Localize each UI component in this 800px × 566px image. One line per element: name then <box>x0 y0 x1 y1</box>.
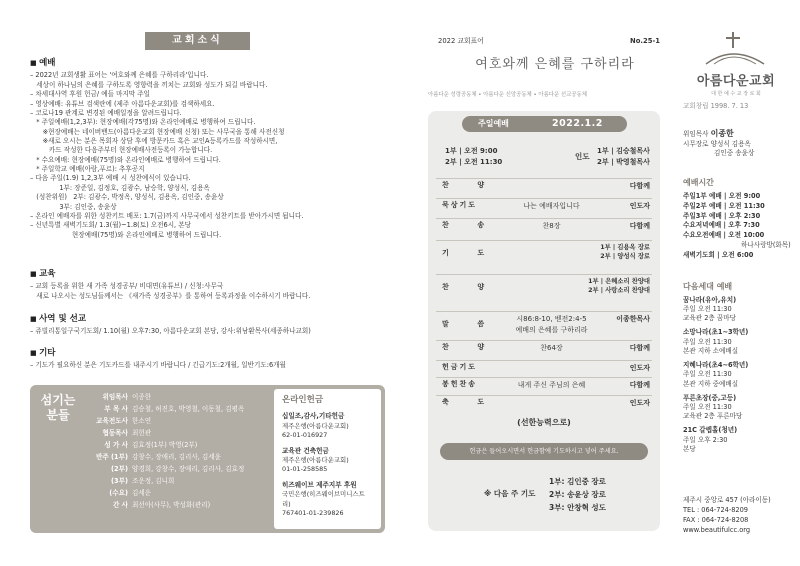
offering-group: 히즈웨이브 제주지부 후원 국민은행(히즈웨이브미니스트리) 767401-01-239826 <box>282 480 365 517</box>
section-body: – 2022년 교회생활 표어는 '여호와께 은혜를 구하리라'입니다. 세상이 하나님의 은혜를 구하도록 영향력을 끼치는 교회와 성도가 되길 바랍니다. – 차세대사역 후원 헌금/ 예들 마지막 주일 – 영상예배: 유튜브 검색란에 (제주 아름다운교회)를 검색하세요. – 코로나19 관계로 변경된 예배일정을 알려드립니다. * 주일예배(1,2,3부): 현장예배(각75명)와 온라인예배로 병행하여 드립니다. ※현장예배는 네이버밴드(아름다운교회 현장예배 신청) 또는 사무국을 통해 사전신청 ※새로 오시는 분은 목회자 상담 후에 방문카드 혹은 교인A등록카드를 작성하시면, 카드 작성한 다음주부터 현장예배사전등록이 가능합니다. * 수요예배: 현장예배(75명)와 온라인예배로 병행하여 드립니다. * 주일학교 예배(아람,푸르): 추후공지 – 다음 주일(1.9) 1,2,3부 예배 시 성찬예식이 있습니다. 1부: 장준일, 김정호, 김광수, 남승학, 양성식, 김용옥 (성찬위원) 2부: 김광수, 박정옥, 양성식, 김용옥, 김인중, 송윤상 3부: 김인중, 송윤상 – 온라인 예배자를 위한 성찬키트 배포: 1.7(금)까지 사무국에서 성찬키트를 받아가시면 됩니다. – 신년특별 새벽기도회/ 1.3(월)~1.8(토) 오전6시, 본당 현장예배(75명)와 온라인예배로 병행하여 드립니다. <box>30 71 304 239</box>
worship-times: 예배시간 주일1부 예배 | 오전 9:00 주일2부 예배 | 오전 11:30 주일3부 예배 | 오후 2:30 수요저녁예배 | 오후 7:30 수요오전예배 | 오전 10:00 하나사랑방(화목) 새벽기도회 | 오전 6:00 <box>683 178 793 261</box>
news-banner: 교회소식 <box>145 32 250 50</box>
motto-header <box>438 37 660 46</box>
staff-row: 성 가 사 김효정(1부) 박영(2부) <box>104 441 198 449</box>
next-prayer-label: ※ 다음 주 기도 <box>484 489 536 498</box>
next-gen-group: 21C 갈렙홀(청년) 주일 오후 2:30 본당 <box>683 426 738 453</box>
next-prayer-list: 1부: 김인중 장로 2부: 송윤상 장로 3부: 안창혁 성도 <box>549 477 606 512</box>
row-divider <box>436 198 652 199</box>
issue-number: No.25-1 <box>630 37 660 45</box>
section-body: – 기도가 필요하신 분은 기도카드를 내주시기 바랍니다 / 긴급기도:2개월, 일반기도:6개월 <box>30 361 286 370</box>
next-gen-title: 다음세대 예배 <box>683 282 733 291</box>
offering-notice: 헌금은 들어오시면서 헌금함에 기도하시고 넣어 주세요. <box>440 443 648 460</box>
serving-box <box>30 385 385 533</box>
section-etc <box>30 348 385 371</box>
staff-row: 교육전도사 한소연 <box>96 417 152 425</box>
serving-label: 섬기는 분들 <box>40 393 76 422</box>
row-divider <box>436 274 652 275</box>
online-offering <box>274 389 381 529</box>
row-divider <box>436 340 652 341</box>
row-divider <box>436 395 652 396</box>
lead-label: 인도 <box>575 152 590 161</box>
staff-row: 반주 (1부) 강창수, 장애리, 김리사, 김세윤 <box>95 453 222 461</box>
staff-row: (수요) 김세운 <box>109 489 152 497</box>
staff-row: 협동목사 최헌관 <box>102 429 152 437</box>
section-title: ■ 사역 및 선교 <box>30 314 385 325</box>
worship-label: 주일예배 <box>478 119 509 128</box>
motto-subline: 아름다운 성령공동체 • 아름다운 신앙공동체 • 아름다운 선교공동체 <box>428 92 587 98</box>
church-name: 아름다운교회 <box>696 74 776 90</box>
staff-row: 위임목사 이종한 <box>102 393 152 401</box>
section-title: ■ 기타 <box>30 348 385 359</box>
staff-list <box>80 391 270 511</box>
section-title: ■ 예배 <box>30 58 385 69</box>
worship-header <box>462 116 627 132</box>
church-denomination: 대 한 예 수 교 장 로 회 <box>711 90 761 97</box>
pastor-info: 위임목사 이종한 시무장로 양성식 김용옥 김인중 송윤상 <box>683 129 755 158</box>
staff-row: 부 목 사 김승철, 허진호, 박영철, 이동철, 김평옥 <box>104 405 245 413</box>
motto-label: 2022 교회표어 <box>438 37 484 45</box>
staff-row: 간 사 최선아(사무), 박성화(관리) <box>112 501 211 509</box>
next-gen-group: 지혜나라(초4~6학년) 주일 오전 11:30 본관 지하 중예배실 <box>683 361 749 388</box>
section-worship <box>30 58 385 240</box>
times-title: 예배시간 <box>683 178 714 187</box>
benediction-song: (선한능력으로) <box>517 418 571 427</box>
row-divider <box>436 311 652 312</box>
cross-logo-icon <box>686 30 786 70</box>
service-times: 1부 | 오전 9:00 2부 | 오전 11:30 <box>445 147 503 166</box>
offering-group: 교육관 건축헌금 제주은행(아름다운교회) 01-01-258585 <box>282 446 349 474</box>
contact-info: 제주시 중앙로 457 (아라이동) TEL : 064-724-8209 FAX : 064-724-8208 www.beautifulcc.org <box>683 496 771 534</box>
section-body: – 쥬빌리통일구국기도회/ 1.10(월) 오후7:30, 아름다운교회 본당, 강사:위남환목사(세종하나교회) <box>30 327 311 336</box>
church-logo <box>686 30 786 100</box>
section-education <box>30 269 385 301</box>
offering-group: 십일조,감사,기타헌금 제주은행(아름다운교회) 62-01-016927 <box>282 412 349 440</box>
worship-date: 2022.1.2 <box>552 118 603 129</box>
section-mission <box>30 314 385 337</box>
row-divider <box>436 218 652 219</box>
next-gen-worship <box>683 282 793 459</box>
motto-title: 여호와께 은혜를 구하리라 <box>475 57 635 72</box>
next-gen-group: 꿈나라(유아,유치) 주일 오전 11:30 교육관 2층 꿈마당 <box>683 295 737 323</box>
row-divider <box>436 240 652 241</box>
service-leaders: 1부 | 김승철목사 2부 | 박영철목사 <box>597 147 650 166</box>
staff-row: (2부) 양경희, 강창수, 장애리, 김리사, 김효정 <box>111 465 245 473</box>
section-body: – 교회 등록을 위한 새 가족 성경공부/ 비대면(유튜브) / 신청:사무국 새로 나오시는 성도님들께서는 《새가족 성경공부》를 통하여 등록과정을 이수하시기 바랍니다. <box>30 282 311 300</box>
row-divider <box>436 377 652 378</box>
staff-row: (3부) 조운정, 김니희 <box>111 477 175 485</box>
offering-title: 온라인헌금 <box>282 395 324 405</box>
next-gen-group: 푸른초장(중,고등) 주일 오전 11:30 교육관 2층 푸른마당 <box>683 393 743 421</box>
founded: 교회창립 1998. 7. 13 <box>683 102 749 110</box>
section-title: ■ 교육 <box>30 269 385 280</box>
row-divider <box>436 360 652 361</box>
next-gen-group: 소망나라(초1~3학년) 주일 오전 11:30 본관 지하 소예배실 <box>683 328 749 355</box>
row-divider <box>436 178 652 179</box>
